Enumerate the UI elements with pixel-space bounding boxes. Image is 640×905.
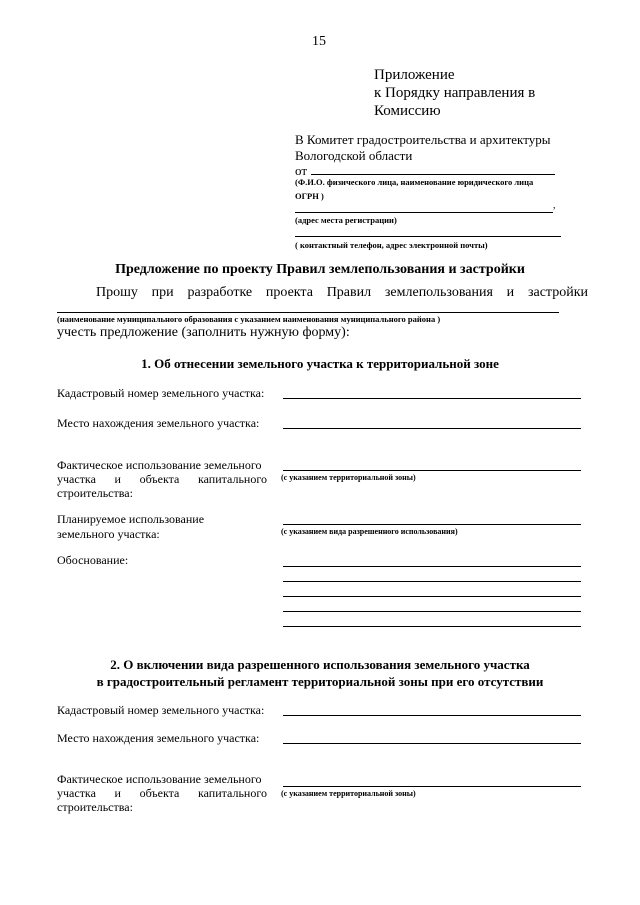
appendix-line-1: Приложение <box>374 67 455 83</box>
s1-zone-hint: (с указанием территориальной зоны) <box>281 473 416 482</box>
s2-actual-word: участка <box>57 786 96 800</box>
section-2-heading-line-2: в градостроительный регламент территориальной зоны при его отсутствии <box>96 674 544 689</box>
document-title: Предложение по проекту Правил землепользования и застройки <box>115 262 525 277</box>
s2-actual-word: и <box>114 786 121 800</box>
intro-word: Правил <box>326 285 372 300</box>
intro-word: проекта <box>265 285 313 300</box>
s2-actual-word: объекта <box>139 786 180 800</box>
comma-mark: , <box>553 200 556 211</box>
addressee-line-1: В Комитет градостроительства и архитектуры <box>295 132 551 147</box>
fio-hint: (Ф.И.О. физического лица, наименование юридического лица <box>295 177 534 187</box>
s1-actual-use-field[interactable] <box>283 470 581 471</box>
s1-permitted-hint: (с указанием вида разрешенного использования) <box>281 527 458 536</box>
s1-justification-line[interactable] <box>283 566 581 567</box>
s1-actual-word: участка <box>57 472 96 486</box>
intro-word: разработке <box>187 285 253 300</box>
municipality-hint: (наименование муниципального образования с указанием наименования муниципального района ) <box>57 314 441 324</box>
s2-zone-hint: (с указанием территориальной зоны) <box>281 789 416 798</box>
s1-cadastral-field[interactable] <box>283 398 581 399</box>
from-label: от <box>295 163 308 178</box>
page-number: 15 <box>312 34 326 49</box>
appendix-line-2: к Порядку направления в <box>374 85 536 101</box>
appendix-line-3: Комиссию <box>374 103 441 119</box>
contact-field-line[interactable] <box>295 236 561 237</box>
s1-planned-line-2: земельного участка: <box>57 527 160 541</box>
addressee-line-2: Вологодской области <box>295 148 413 163</box>
s1-planned-field[interactable] <box>283 524 581 525</box>
intro-word: застройки <box>527 285 588 300</box>
intro-word: землепользования <box>384 285 493 300</box>
s1-actual-use-line-2 <box>57 472 267 487</box>
s1-actual-use-line-1: Фактическое использование земельного <box>57 458 262 472</box>
s1-justification-line[interactable] <box>283 611 581 612</box>
intro-word: при <box>151 285 174 300</box>
s1-justification-line[interactable] <box>283 596 581 597</box>
ogrn-hint: ОГРН ) <box>295 191 324 201</box>
s2-location-label: Место нахождения земельного участка: <box>57 731 260 745</box>
s1-justification-line[interactable] <box>283 626 581 627</box>
s2-actual-use-line-3: строительства: <box>57 800 133 814</box>
s1-actual-word: объекта <box>139 472 180 486</box>
section-1-heading: 1. Об отнесении земельного участка к территориальной зоне <box>141 356 499 371</box>
s1-actual-word: и <box>114 472 121 486</box>
address-hint: (адрес места регистрации) <box>295 215 397 225</box>
intro-line-1 <box>96 285 588 301</box>
s1-planned-line-1: Планируемое использование <box>57 512 205 526</box>
s1-justification-line[interactable] <box>283 581 581 582</box>
section-2-heading-line-1: 2. О включении вида разрешенного использования земельного участка <box>110 657 530 672</box>
s1-justification-label: Обоснование: <box>57 553 129 567</box>
s2-actual-use-line-1: Фактическое использование земельного <box>57 772 262 786</box>
s2-actual-use-field[interactable] <box>283 786 581 787</box>
intro-word: Прошу <box>96 285 138 300</box>
intro-line-2: учесть предложение (заполнить нужную форму): <box>57 325 350 340</box>
intro-word: и <box>506 285 515 300</box>
contact-hint: ( контактный телефон, адрес электронной почты) <box>295 240 488 250</box>
s1-location-label: Место нахождения земельного участка: <box>57 416 260 430</box>
s1-location-field[interactable] <box>283 428 581 429</box>
s1-actual-use-line-3: строительства: <box>57 486 133 500</box>
s2-cadastral-label: Кадастровый номер земельного участка: <box>57 703 265 717</box>
from-field-line[interactable] <box>311 174 555 175</box>
s1-actual-word: капитального <box>197 472 267 486</box>
municipality-field-line[interactable] <box>57 312 559 313</box>
s2-actual-word: капитального <box>197 786 267 800</box>
s2-actual-use-line-2 <box>57 786 267 801</box>
s2-cadastral-field[interactable] <box>283 715 581 716</box>
address-field-line[interactable] <box>295 212 553 213</box>
s2-location-field[interactable] <box>283 743 581 744</box>
s1-cadastral-label: Кадастровый номер земельного участка: <box>57 386 265 400</box>
